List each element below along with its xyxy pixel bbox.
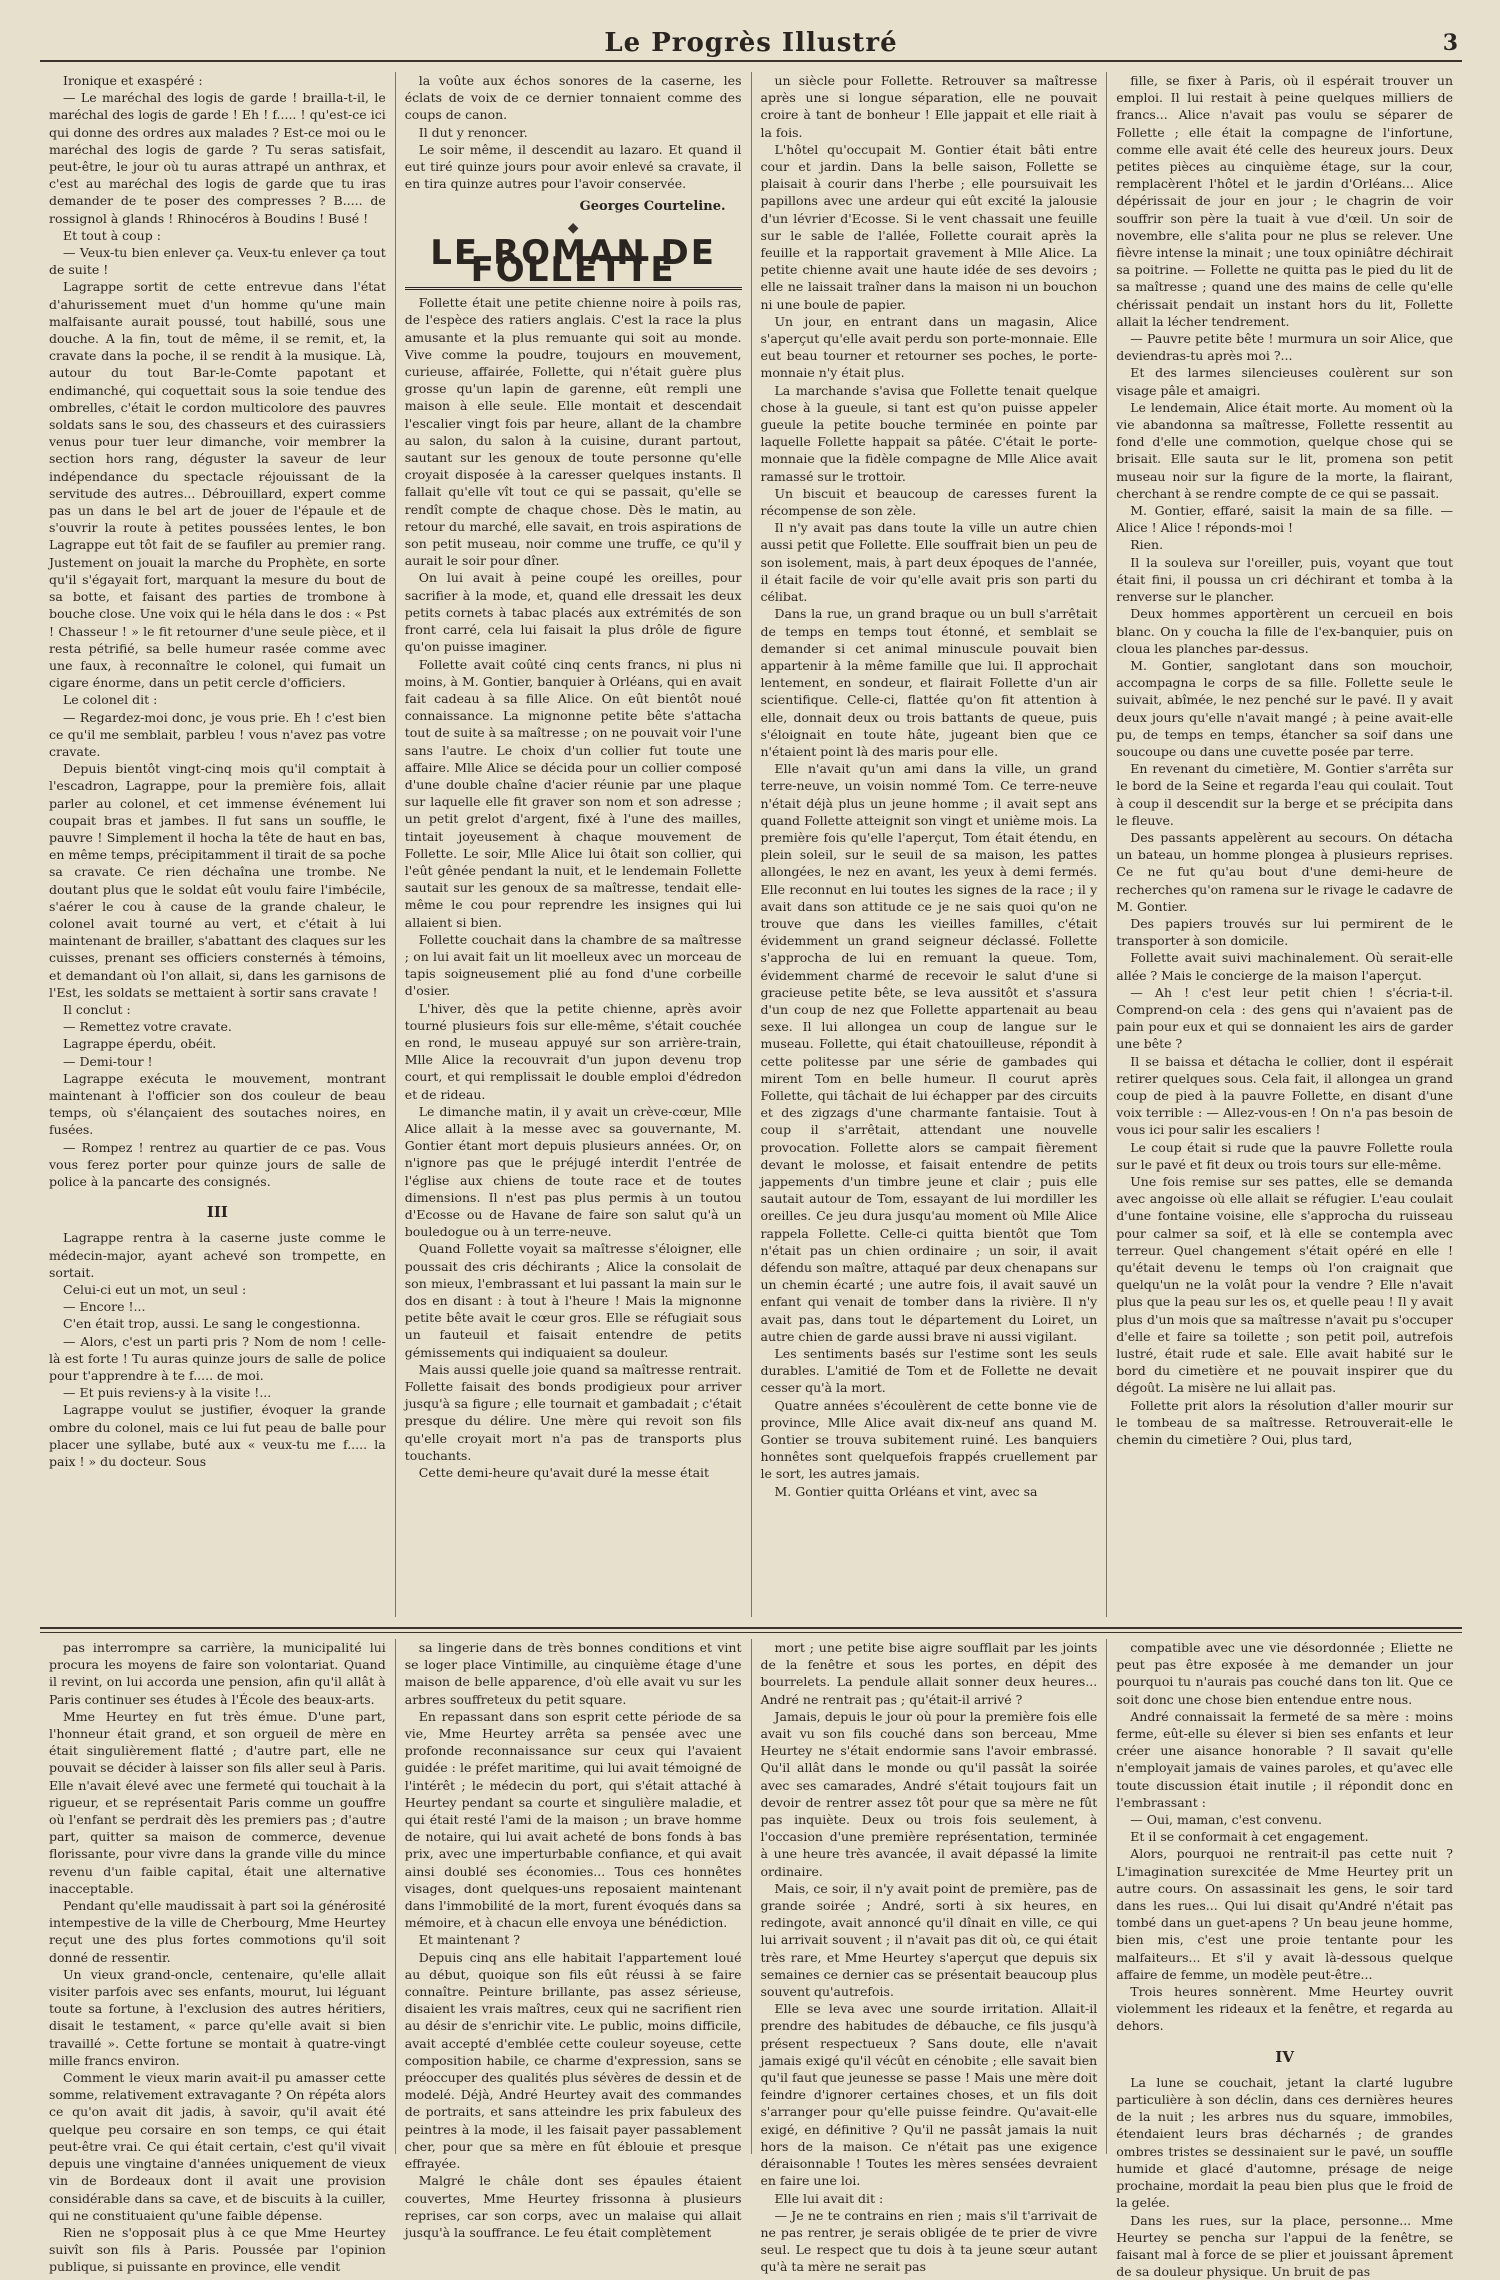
paragraph: M. Gontier, sanglotant dans son mouchoir, accompagna le corps de sa fille. Follette seule le suivait, abîmée, le nez penché sur le pavé. Il y avait deux jours qu'elle n'avait mangé ; à peine avait-elle pu, de temps en temps, étancher sa soif dans une soucoupe ou dans une cuvette posée par terre.: [1116, 657, 1453, 760]
paragraph: L'hiver, dès que la petite chienne, après avoir tourné plusieurs fois sur elle-même, s'était couchée en rond, le museau appuyé sur son arrière-train, Mlle Alice la recouvrait d'un jupon devenu trop court, et qui remplissait le double emploi d'édredon et de rideau.: [405, 1000, 742, 1103]
paragraph: — Le maréchal des logis de garde ! brailla-t-il, le maréchal des logis de garde ! Eh ! f..... ! qu'est-ce ici qui donne des ordres aux malades ? Est-ce moi ou le maréchal des logis de garde ? Tu seras satisfait, peut-être, le jour où tu auras attrapé un anthrax, et c'est au maréchal des logis de garde que tu iras demander de te poser des compresses ? B..... de rossignol à glands ! Rhinocéros à Boudins ! Busé !: [49, 89, 386, 227]
paragraph: La lune se couchait, jetant la clarté lugubre particulière à son déclin, dans ces dernières heures de la nuit ; les arbres nus du square, immobiles, étendaient leurs bras décharnés ; de grandes ombres tristes se dessinaient sur le pavé, un souffle humide et glacé d'automne, présage de neige prochaine, mordait la peau bien plus que le froid de la gelée.: [1116, 2074, 1453, 2212]
paragraph: Le colonel dit :: [49, 691, 386, 708]
column-4: [1107, 72, 1462, 1617]
paragraph: fille, se fixer à Paris, où il espérait trouver un emploi. Il lui restait à peine quelques milliers de francs... Alice n'avait pas voulu se séparer de Follette ; elle était la compagne de l'infortune, comme elle avait été celle des heureux jours. Deux petites pièces au cinquième étage, sur la cour, remplacèrent l'hôtel et le jardin d'Orléans... Alice dépérissait de jour en jour ; le chagrin de voir souffrir son père la tuait à vue d'œil. Un soir de novembre, elle s'alita pour ne plus se relever. Une fièvre intense la minait ; une toux opiniâtre déchirait sa poitrine. — Follette ne quitta pas le pied du lit de sa maîtresse ; quand une des mains de celle qu'elle chérissait pendait un instant hors du lit, Follette allait la lécher tendrement.: [1116, 72, 1453, 330]
paragraph: — Demi-tour !: [49, 1053, 386, 1070]
paragraph: Des passants appelèrent au secours. On détacha un bateau, un homme plongea à plusieurs reprises. Ce ne fut qu'au bout d'une demi-heure de recherches qu'on ramena sur le rivage le cadavre de M. Gontier.: [1116, 829, 1453, 915]
paragraph: Elle lui avait dit :: [761, 2190, 1098, 2207]
paragraph: Une fois remise sur ses pattes, elle se demanda avec angoisse où elle allait se réfugier. L'eau coulait d'une fontaine voisine, elle s'approcha du ruisseau pour calmer sa soif, et là elle se contempla avec terreur. Quel changement s'était opéré en elle ! qu'était devenu le temps où l'on craignait que quelqu'un ne la volât pour la vendre ? Elle n'avait plus que la peau sur les os, et quelle peau ! Il y avait plus d'un mois que sa maîtresse n'avait pu s'occuper d'elle et faire sa toilette ; son petit poil, autrefois lustré, était rude et sale. Elle avait habité sur le bord du cimetière et ne pouvait inspirer que du dégoût. La misère ne lui allait pas.: [1116, 1173, 1453, 1397]
paragraph: Follette avait suivi machinalement. Où serait-elle allée ? Mais le concierge de la maison l'aperçut.: [1116, 949, 1453, 983]
newspaper-title: Le Progrès Illustré: [40, 28, 1462, 58]
feuilleton-section: [40, 1639, 1462, 2154]
paragraph: M. Gontier quitta Orléans et vint, avec sa: [761, 1483, 1098, 1500]
paragraph: un siècle pour Follette. Retrouver sa maîtresse après une si longue séparation, elle ne pouvait croire à tant de bonheur ! Elle jappait et elle riait à la fois.: [761, 72, 1098, 141]
chapter-number: III: [49, 1204, 386, 1221]
paragraph: Mais, ce soir, il n'y avait point de première, pas de grande soirée ; André, sorti à six heures, en redingote, avait annoncé qu'il dînait en ville, ce qui lui arrivait souvent ; il n'avait pas dit où, ce qui était très rare, et Mme Heurtey s'aperçut que depuis six semaines ce dernier cas se présentait beaucoup plus souvent qu'autrefois.: [761, 1880, 1098, 2000]
paragraph: L'hôtel qu'occupait M. Gontier était bâti entre cour et jardin. Dans la belle saison, Follette se plaisait à courir dans l'herbe ; elle poursuivait les papillons avec une ardeur qui eût excité la jalousie d'un lévrier d'Ecosse. Si le vent chassait une feuille sur le sable de l'allée, Follette courait après la feuille et la rapportait gravement à Mlle Alice. La petite chienne avait une haute idée de ses devoirs ; elle ne laissait traîner dans la maison ni un bouchon ni une boule de papier.: [761, 141, 1098, 313]
paragraph: mort ; une petite bise aigre soufflait par les joints de la fenêtre et sous les portes, en dépit des bourrelets. La pendule allait sonner deux heures... André ne rentrait pas ; qu'était-il arrivé ?: [761, 1639, 1098, 1708]
paragraph: Il n'y avait pas dans toute la ville un autre chien aussi petit que Follette. Elle souffrait bien un peu de son isolement, mais, à part deux époques de l'année, il était facile de voir qu'elle avait pris son parti du célibat.: [761, 519, 1098, 605]
paragraph: Le dimanche matin, il y avait un crève-cœur, Mlle Alice allait à la messe avec sa gouvernante, M. Gontier étant mort depuis plusieurs années. Or, on n'ignore pas que le préjugé interdit l'entrée de l'église aux chiens de toute race et de toutes dimensions. Il n'est pas plus permis à un toutou d'Ecosse ou de Havane de faire son salut qu'à un bouledogue ou à un terre-neuve.: [405, 1103, 742, 1241]
paragraph: Mme Heurtey en fut très émue. D'une part, l'honneur était grand, et son orgueil de mère en était singulièrement flatté ; d'autre part, elle ne pouvait se décider à laisser son fils aller seul à Paris. Elle n'avait élevé avec une fermeté qui touchait à la rigueur, et se représentait Paris comme un gouffre où l'enfant se perdrait dès les premiers pas ; d'autre part, quitter sa maison de commerce, devenue florissante, pour vivre dans la grande ville du mince revenu d'un faible capital, était une alternative inacceptable.: [49, 1708, 386, 1897]
paragraph: En revenant du cimetière, M. Gontier s'arrêta sur le bord de la Seine et regarda l'eau qui coulait. Tout à coup il descendit sur la berge et se précipita dans le fleuve.: [1116, 760, 1453, 829]
story-title: LE ROMAN DE FOLLETTE: [405, 245, 742, 290]
paragraph: Follette avait coûté cinq cents francs, ni plus ni moins, à M. Gontier, banquier à Orléans, qui en avait fait cadeau à sa fille Alice. On eût bientôt noué connaissance. La mignonne petite bête s'attacha tout de suite à sa maîtresse ; on ne pouvait voir l'une sans l'autre. Le choix d'un collier fut toute une affaire. Mlle Alice se décida pour un collier composé d'une double chaîne d'acier réunie par une plaque sur laquelle elle fit graver son nom et son adresse ; un petit grelot d'argent, fixé à l'une des mailles, tintait joyeusement à chaque mouvement de Follette. Le soir, Mlle Alice lui ôtait son collier, qui l'eût gênée pendant la nuit, et le lendemain Follette sautait sur les genoux de sa maîtresse, tendait elle-même le cou pour reprendre les insignes qui lui allaient si bien.: [405, 656, 742, 931]
paragraph: Malgré le châle dont ses épaules étaient couvertes, Mme Heurtey frissonna à plusieurs reprises, car son corps, avec un malaise qui allait jusqu'à la souffrance. Le feu était complètement: [405, 2172, 742, 2241]
paragraph: Pendant qu'elle maudissait à part soi la générosité intempestive de la ville de Cherbourg, Mme Heurtey reçut une des plus fortes commotions qu'il soit donné de ressentir.: [49, 1897, 386, 1966]
paragraph: — Rompez ! rentrez au quartier de ce pas. Vous vous ferez porter pour quinze jours de salle de police à la pancarte des consignés.: [49, 1139, 386, 1191]
paragraph: — Oui, maman, c'est convenu.: [1116, 1811, 1453, 1828]
paragraph: Depuis bientôt vingt-cinq mois qu'il comptait à l'escadron, Lagrappe, pour la première fois, allait parler au colonel, et cet immense événement lui coupait bras et jambes. Il fut sans un souffle, le pauvre ! Simplement il hocha la tête de haut en bas, en même temps, précipitamment il tirait de sa poche sa cravate. Ce rien déchaîna une trombe. Ne doutant plus que le soldat eût voulu faire l'imbécile, s'aérer le cou à cause de la grande chaleur, le colonel avait tourné au vert, et c'était à lui maintenant de brailler, s'abattant des claques sur les cuisses, prenant ses officiers consternés à témoins, et demandant où l'on allait, si, dans les garnisons de l'Est, les soldats se mettaient à sortir sans cravate !: [49, 760, 386, 1001]
paragraph: compatible avec une vie désordonnée ; Eliette ne peut pas être exposée à me demander un jour pourquoi tu n'aurais pas couché dans ton lit. Que ce soit donc une chose bien entendue entre nous.: [1116, 1639, 1453, 1708]
paragraph: sa lingerie dans de très bonnes conditions et vint se loger place Vintimille, au cinquième étage d'une maison de belle apparence, d'où elle avait vu sur les arbres souffreteux du petit square.: [405, 1639, 742, 1708]
paragraph: Depuis cinq ans elle habitait l'appartement loué au début, quoique son fils eût réussi à se faire connaître. Peinture brillante, pas assez sérieuse, disaient les vrais maîtres, ceux qui ne sacrifient rien au désir de s'enrichir vite. Le public, moins difficile, avait accepté d'emblée cette couleur soyeuse, cette composition habile, ce charme d'expression, sans se préoccuper des qualités plus sévères de dessin et de modelé. Déjà, André Heurtey avait des commandes de portraits, et sans atteindre les prix fabuleux des peintres à la mode, il les faisait payer passablement cher, pour que sa mère en fût éblouie et presque effrayée.: [405, 1949, 742, 2173]
paragraph: Quatre années s'écoulèrent de cette bonne vie de province, Mlle Alice avait dix-neuf ans quand M. Gontier se trouva subitement ruiné. Les banquiers honnêtes sont quelquefois frappés cruellement par le sort, les autres jamais.: [761, 1397, 1098, 1483]
paragraph: Elle n'avait qu'un ami dans la ville, un grand terre-neuve, un voisin nommé Tom. Ce terre-neuve n'était déjà plus un jeune homme ; il avait sept ans quand Follette atteignit son vingt et unième mois. La première fois qu'elle l'aperçut, Tom était étendu, en plein soleil, sur le seuil de sa maison, les pattes allongées, le nez en avant, les yeux à demi fermés. Elle reconnut en lui toutes les signes de la race ; il y avait dans son attitude ce je ne sais quoi qu'on ne trouve que dans les vieilles familles, c'était évidemment un grand seigneur déclassé. Follette s'approcha de lui en remuant la queue. Tom, évidemment charmé de recevoir le salut d'une si gracieuse petite bête, se leva aussitôt et s'assura d'un coup de nez que Follette appartenait au beau sexe. Il lui allongea un coup de langue sur le museau. Follette, qui était chatouilleuse, répondit à cette politesse par une série de gambades qui mirent Tom en belle humeur. Il courut après Follette, qui tâchait de lui échapper par des circuits et des zigzags d'une charmante fantaisie. Tout à coup il s'arrêtait, attendant une nouvelle provocation. Follette alors se campait fièrement devant le molosse, et faisait entendre de petits jappements d'un timbre jeune et clair ; puis elle sautait autour de Tom, essayant de lui mordiller les oreilles. Ce jeu dura jusqu'au moment où Mlle Alice rappela Follette. Celle-ci quitta bientôt que Tom n'était pas un chien ordinaire ; un soir, il avait défendu son maître, attaqué par deux chenapans sur un chemin écarté ; une autre fois, il avait sauvé un enfant qui venait de tomber dans la rivière. Il n'y avait pas, dans tout le département du Loiret, un autre chien de garde aussi brave ni aussi vigilant.: [761, 760, 1098, 1345]
paragraph: On lui avait à peine coupé les oreilles, pour sacrifier à la mode, et, quand elle dressait les deux petits cornets à tabac placés aux extrémités de son front carré, cela lui faisait la plus drôle de figure qu'on puisse imaginer.: [405, 569, 742, 655]
paragraph: Lagrappe éperdu, obéit.: [49, 1035, 386, 1052]
chapter-number: IV: [1116, 2049, 1453, 2066]
paragraph: Un jour, en entrant dans un magasin, Alice s'aperçut qu'elle avait perdu son porte-monnaie. Elle eut beau tourner et retourner ses poches, le porte-monnaie n'y était plus.: [761, 313, 1098, 382]
paragraph: Comment le vieux marin avait-il pu amasser cette somme, relativement extravagante ? On répéta alors ce qu'on avait dit jadis, à savoir, qu'il avait été quelque peu corsaire en son temps, ce qui était peut-être vrai. Ce qui était certain, c'est qu'il vivait depuis une vingtaine d'années uniquement de vieux vin de Bordeaux dont il avait une provision considérable dans sa cave, et de biscuits à la cuiller, qui ne constituaient qu'une faible dépense.: [49, 2069, 386, 2224]
paragraph: — Veux-tu bien enlever ça. Veux-tu enlever ça tout de suite !: [49, 244, 386, 278]
paragraph: Follette prit alors la résolution d'aller mourir sur le tombeau de sa maîtresse. Retrouverait-elle le chemin du cimetière ? Oui, plus tard,: [1116, 1397, 1453, 1449]
column-1: [40, 72, 396, 1617]
paragraph: Lagrappe exécuta le mouvement, montrant maintenant à l'officier son dos couleur de beau temps, où s'élançaient des soutaches noires, en fusées.: [49, 1070, 386, 1139]
paragraph: Rien.: [1116, 536, 1453, 553]
column-3: [752, 72, 1108, 1617]
paragraph: M. Gontier, effaré, saisit la main de sa fille. — Alice ! Alice ! réponds-moi !: [1116, 502, 1453, 536]
paragraph: — Pauvre petite bête ! murmura un soir Alice, que deviendras-tu après moi ?...: [1116, 330, 1453, 364]
paragraph: Mais aussi quelle joie quand sa maîtresse rentrait. Follette faisait des bonds prodigieux pour arriver jusqu'à sa figure ; elle tournait et gambadait ; c'était presque du délire. Une mère qui revoit son fils qu'elle croyait mort n'a pas de transports plus touchants.: [405, 1361, 742, 1464]
feuilleton-divider: [40, 1627, 1462, 1633]
ornament-divider: ◆: [405, 220, 742, 237]
paragraph: Lagrappe voulut se justifier, évoquer la grande ombre du colonel, mais ce lui fut peau de balle pour placer une syllabe, buté aux « veux-tu me f..... la paix ! » du docteur. Sous: [49, 1401, 386, 1470]
paragraph: Trois heures sonnèrent. Mme Heurtey ouvrit violemment les rideaux et la fenêtre, et regarda au dehors.: [1116, 1983, 1453, 2035]
paragraph: Il dut y renoncer.: [405, 124, 742, 141]
paragraph: Un vieux grand-oncle, centenaire, qu'elle allait visiter parfois avec ses enfants, mourut, lui léguant toute sa fortune, à l'exclusion des autres héritiers, disait le testament, « parce qu'elle avait si bien travaillé ». Cette fortune se montait à quatre-vingt mille francs environ.: [49, 1966, 386, 2069]
paragraph: La marchande s'avisa que Follette tenait quelque chose à la gueule, si tant est qu'on puisse appeler gueule la petite bouche terminée en pointe par laquelle Follette happait sa pâtée. C'était le porte-monnaie que la fidèle compagne de Mlle Alice avait ramassé sur le trottoir.: [761, 382, 1098, 485]
paragraph: Il la souleva sur l'oreiller, puis, voyant que tout était fini, il poussa un cri déchirant et tomba à la renverse sur le plancher.: [1116, 554, 1453, 606]
paragraph: En repassant dans son esprit cette période de sa vie, Mme Heurtey arrêta sa pensée avec une profonde reconnaissance sur ceux qui l'avaient guidée : le préfet maritime, qui lui avait témoigné de l'intérêt ; le médecin du port, qui s'était attaché à Heurtey pendant sa courte et singulière maladie, et qui était resté l'ami de la maison ; un brave homme de notaire, qui lui avait acheté de bons fonds à bas prix, avec une imperturbable confiance, et qui avait ainsi doublé ses économies... Tous ces honnêtes visages, dont quelques-uns reposaient maintenant dans l'immobilité de la mort, furent évoqués dans sa mémoire, et à chacun elle envoya une bénédiction.: [405, 1708, 742, 1932]
paragraph: pas interrompre sa carrière, la municipalité lui procura les moyens de faire son volontariat. Quand il revint, on lui accorda une pension, afin qu'il allât à Paris continuer ses études à l'École des beaux-arts.: [49, 1639, 386, 1708]
paragraph: C'en était trop, aussi. Le sang le congestionna.: [49, 1315, 386, 1332]
paragraph: Il se baissa et détacha le collier, dont il espérait retirer quelques sous. Cela fait, il allongea un grand coup de pied à la pauvre Follette, en disant d'une voix terrible : — Allez-vous-en ! On n'a pas besoin de vous ici pour salir les escaliers !: [1116, 1053, 1453, 1139]
paragraph: Et il se conformait à cet engagement.: [1116, 1828, 1453, 1845]
feuilleton-column-4: [1107, 1639, 1462, 2154]
paragraph: Jamais, depuis le jour où pour la première fois elle avait vu son fils couché dans son berceau, Mme Heurtey ne s'était endormie sans l'avoir embrassé. Qu'il allât dans le monde ou qu'il passât la soirée avec ses camarades, André s'était toujours fait un devoir de rentrer assez tôt pour que sa mère ne fût pas inquiète. Deux ou trois fois seulement, à l'occasion d'une première représentation, terminée à une heure très avancée, il avait dépassé la limite ordinaire.: [761, 1708, 1098, 1880]
paragraph: Deux hommes apportèrent un cercueil en bois blanc. On y coucha la fille de l'ex-banquier, puis on cloua les planches par-dessus.: [1116, 605, 1453, 657]
paragraph: Lagrappe sortit de cette entrevue dans l'état d'ahurissement muet d'un homme qu'une main malfaisante aurait poussé, tout habillé, sous une douche. A la fin, tout de même, il se remit, et, la cravate dans la poche, il se rendit à la musique. Là, autour du tout Bar-le-Comte papotant et endimanché, qui coquettait sous la soie tendue des ombrelles, c'était le cordon multicolore des pauvres soldats sans le sou, des chasseurs et des cuirassiers venus pour tuer leur dimanche, voir membrer la section hors rang, déguster la saveur de leur indépendance du spectacle réjouissant de la servitude des autres... Débrouillard, expert comme pas un dans le bel art de jouer de l'épaule et de s'ouvrir la route à petites poussées lentes, le bon Lagrappe eut tôt fait de se faufiler au premier rang. Justement on jouait la marche du Prophète, en sorte qu'il s'égayait fort, marquant la mesure du bout de sa botte, et faisant des parties de trombone à bouche close. Une voix qui le héla dans le dos : « Pst ! Chasseur ! » le fit retourner d'une seule pièce, et il resta pétrifié, sa belle humeur rasée comme avec une faux, à reconnaître le colonel, qui fumait un cigare énorme, dans un petit cercle d'officiers.: [49, 278, 386, 691]
paragraph: Quand Follette voyait sa maîtresse s'éloigner, elle poussait des cris déchirants ; Alice la consolait de son mieux, l'embrassant et lui passant la main sur le dos en disant : à tout à l'heure ! Mais la mignonne petite bête avait le cœur gros. Elle se réfugiait sous un fauteuil et faisait entendre de petits gémissements qui indiquaient sa douleur.: [405, 1240, 742, 1360]
paragraph: Le soir même, il descendit au lazaro. Et quand il eut tiré quinze jours pour avoir enlevé sa cravate, il en tira quinze autres pour l'avoir conservée.: [405, 141, 742, 193]
paragraph: Dans les rues, sur la place, personne... Mme Heurtey se pencha sur l'appui de la fenêtre, se faisant mal à force de se plier et jouissant âprement de sa douleur physique. Un bruit de pas: [1116, 2212, 1453, 2280]
paragraph: Celui-ci eut un mot, un seul :: [49, 1281, 386, 1298]
paragraph: Et maintenant ?: [405, 1931, 742, 1948]
paragraph: Le lendemain, Alice était morte. Au moment où la vie abandonna sa maîtresse, Follette ressentit au fond d'elle une commotion, quelque chose qui se brisait. Elle sauta sur le lit, promena son petit museau noir sur la figure de la morte, la flairant, cherchant à se rendre compte de ce qui se passait.: [1116, 399, 1453, 502]
paragraph: Le coup était si rude que la pauvre Follette roula sur le pavé et fit deux ou trois tours sur elle-même.: [1116, 1139, 1453, 1173]
upper-section: [40, 72, 1462, 1617]
paragraph: Les sentiments basés sur l'estime sont les seuls durables. L'amitié de Tom et de Follette ne devait cesser qu'à la mort.: [761, 1345, 1098, 1397]
paragraph: André connaissait la fermeté de sa mère : moins ferme, eût-elle su élever si bien ses enfants et leur créer une aisance honorable ? Il savait qu'elle n'employait jamais de vaines paroles, et qu'avec elle toute discussion était inutile ; il répondit donc en l'embrassant :: [1116, 1708, 1453, 1811]
paragraph: Il conclut :: [49, 1001, 386, 1018]
paragraph: Des papiers trouvés sur lui permirent de le transporter à son domicile.: [1116, 915, 1453, 949]
feuilleton-column-2: [396, 1639, 752, 2154]
paragraph: la voûte aux échos sonores de la caserne, les éclats de voix de ce dernier tonnaient comme des coups de canon.: [405, 72, 742, 124]
paragraph: — Ah ! c'est leur petit chien ! s'écria-t-il. Comprend-on cela : des gens qui n'avaient pas de pain pour eux et qui se donnaient les airs de garder une bête ?: [1116, 984, 1453, 1053]
paragraph: — Et puis reviens-y à la visite !...: [49, 1384, 386, 1401]
paragraph: Rien ne s'opposait plus à ce que Mme Heurtey suivît son fils à Paris. Poussée par l'opinion publique, si puissante en province, elle vendit: [49, 2224, 386, 2276]
paragraph: — Encore !...: [49, 1298, 386, 1315]
paragraph: — Je ne te contrains en rien ; mais s'il t'arrivait de ne pas rentrer, je serais obligée de te prier de vivre seul. Le respect que tu dois à ta jeune sœur autant qu'à ta mère ne serait pas: [761, 2207, 1098, 2276]
paragraph: Follette couchait dans la chambre de sa maîtresse ; on lui avait fait un lit moelleux avec un morceau de tapis soigneusement plié au fond d'une corbeille d'osier.: [405, 931, 742, 1000]
column-2: [396, 72, 752, 1617]
paragraph: — Alors, c'est un parti pris ? Nom de nom ! celle-là est forte ! Tu auras quinze jours de salle de police pour t'apprendre à te f..... de moi.: [49, 1333, 386, 1385]
paragraph: Elle se leva avec une sourde irritation. Allait-il prendre des habitudes de débauche, ce fils jusqu'à présent respectueux ? Sans doute, elle n'avait jamais exigé qu'il vécût en cénobite ; elle savait bien qu'il faut que jeunesse se passe ! Mais une mère doit feindre d'ignorer certaines choses, et un fils doit s'arranger pour qu'elle puisse feindre. Qu'avait-elle exigé, en définitive ? Qu'il ne passât jamais la nuit hors de la maison. Ce n'était pas une exigence déraisonnable ! Toutes les mères sensées devraient en faire une loi.: [761, 2000, 1098, 2189]
feuilleton-column-1: [40, 1639, 396, 2154]
paragraph: — Regardez-moi donc, je vous prie. Eh ! c'est bien ce qu'il me semblait, parbleu ! vous n'avez pas votre cravate.: [49, 709, 386, 761]
paragraph: Alors, pourquoi ne rentrait-il pas cette nuit ? L'imagination surexcitée de Mme Heurtey prit un autre cours. On assassinait les gens, le soir tard dans les rues... Qui lui disait qu'André n'était pas tombé dans un guet-apens ? Un beau jeune homme, bien mis, c'est une proie tentante pour les malfaiteurs... Et s'il y avait là-dessous quelque affaire de femme, un modèle peut-être...: [1116, 1845, 1453, 1983]
paragraph: Un biscuit et beaucoup de caresses furent la récompense de son zèle.: [761, 485, 1098, 519]
paragraph: Et tout à coup :: [49, 227, 386, 244]
paragraph: Follette était une petite chienne noire à poils ras, de l'espèce des ratiers anglais. C'est la race la plus amusante et la plus remuante qui soit au monde. Vive comme la poudre, toujours en mouvement, curieuse, affairée, Follette, qui n'était guère plus grosse qu'un lapin de garenne, eût rempli une maison à elle seule. Elle montait et descendait l'escalier vingt fois par heure, allant de la chambre au salon, du salon à la cuisine, durant partout, sautant sur les genoux de toute personne qu'elle croyait disposée à la caresser quelques instants. Il fallait qu'elle vît tout ce qui se passait, qu'elle se rendît compte de chaque chose. Dès le matin, au retour du marché, elle savait, en trois aspirations de son petit museau, noir comme une truffe, ce qu'il y aurait le soir pour dîner.: [405, 294, 742, 569]
paragraph: Dans la rue, un grand braque ou un bull s'arrêtait de temps en temps tout étonné, et semblait se demander si cet animal minuscule pouvait bien appartenir à la même famille que lui. Il approchait lentement, en sondeur, et flairait Follette d'un air scientifique. Celle-ci, flattée qu'on fit attention à elle, donnait deux ou trois battants de queue, puis s'éloignait en toute hâte, jugeant bien que ce n'étaient point là des maris pour elle.: [761, 605, 1098, 760]
paragraph: Lagrappe rentra à la caserne juste comme le médecin-major, ayant achevé son trompette, en sortait.: [49, 1229, 386, 1281]
paragraph: Ironique et exaspéré :: [49, 72, 386, 89]
paragraph: Et des larmes silencieuses coulèrent sur son visage pâle et amaigri.: [1116, 364, 1453, 398]
paragraph: Cette demi-heure qu'avait duré la messe était: [405, 1464, 742, 1481]
author-signature: Georges Courteline.: [405, 198, 726, 215]
masthead: [40, 28, 1462, 62]
page-number: 3: [1443, 30, 1458, 56]
feuilleton-column-3: [752, 1639, 1108, 2154]
paragraph: — Remettez votre cravate.: [49, 1018, 386, 1035]
